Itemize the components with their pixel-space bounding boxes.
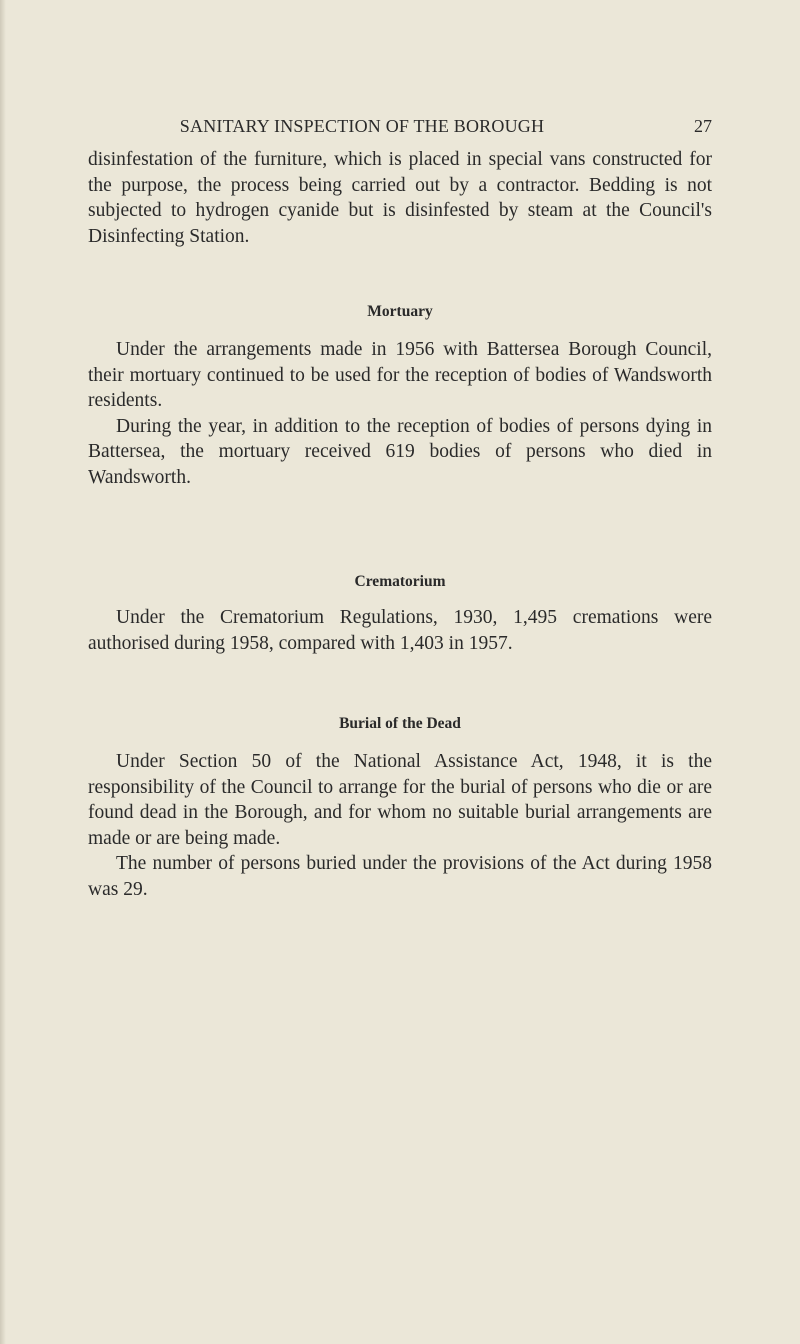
paragraph: During the year, in addition to the reception of bodies of persons dying in Battersea, the mortuary received 619 bodies of persons who died in Wandsworth. xyxy=(88,415,712,488)
section-body-burial xyxy=(88,749,712,902)
section-heading-mortuary: Mortuary xyxy=(367,303,433,320)
section-heading-crematorium: Crematorium xyxy=(354,573,446,590)
header-title: SANITARY INSPECTION OF THE BOROUGH xyxy=(179,116,545,136)
intro-paragraph: disinfestation of the furniture, which is placed in special vans constructed for the purpose, the process being carried out by a contractor. Bedding is not subjected to hydrogen cyanide but is disinfested by steam at the Council's Disinfecting Station. xyxy=(88,149,712,247)
paragraph: Under Section 50 of the National Assistance Act, 1948, it is the responsibility of the Council to arrange for the burial of persons who die or are found dead in the Borough, and for whom no suitable burial arrangements are made or are being made. xyxy=(88,751,712,849)
intro-paragraph-block xyxy=(88,147,712,249)
page-number: 27 xyxy=(694,116,712,136)
page-edge-shadow xyxy=(0,0,6,1344)
section-heading-burial: Burial of the Dead xyxy=(339,715,461,732)
section-body-mortuary xyxy=(88,337,712,490)
paragraph: Under the Crematorium Regulations, 1930, 1,495 cremations were authorised during 1958, compared with 1,403 in 1957. xyxy=(88,607,712,654)
paragraph: The number of persons buried under the provisions of the Act during 1958 was 29. xyxy=(88,853,712,900)
section-body-crematorium xyxy=(88,605,712,656)
paragraph: Under the arrangements made in 1956 with Battersea Borough Council, their mortuary continued to be used for the reception of bodies of Wandsworth residents. xyxy=(88,339,712,411)
